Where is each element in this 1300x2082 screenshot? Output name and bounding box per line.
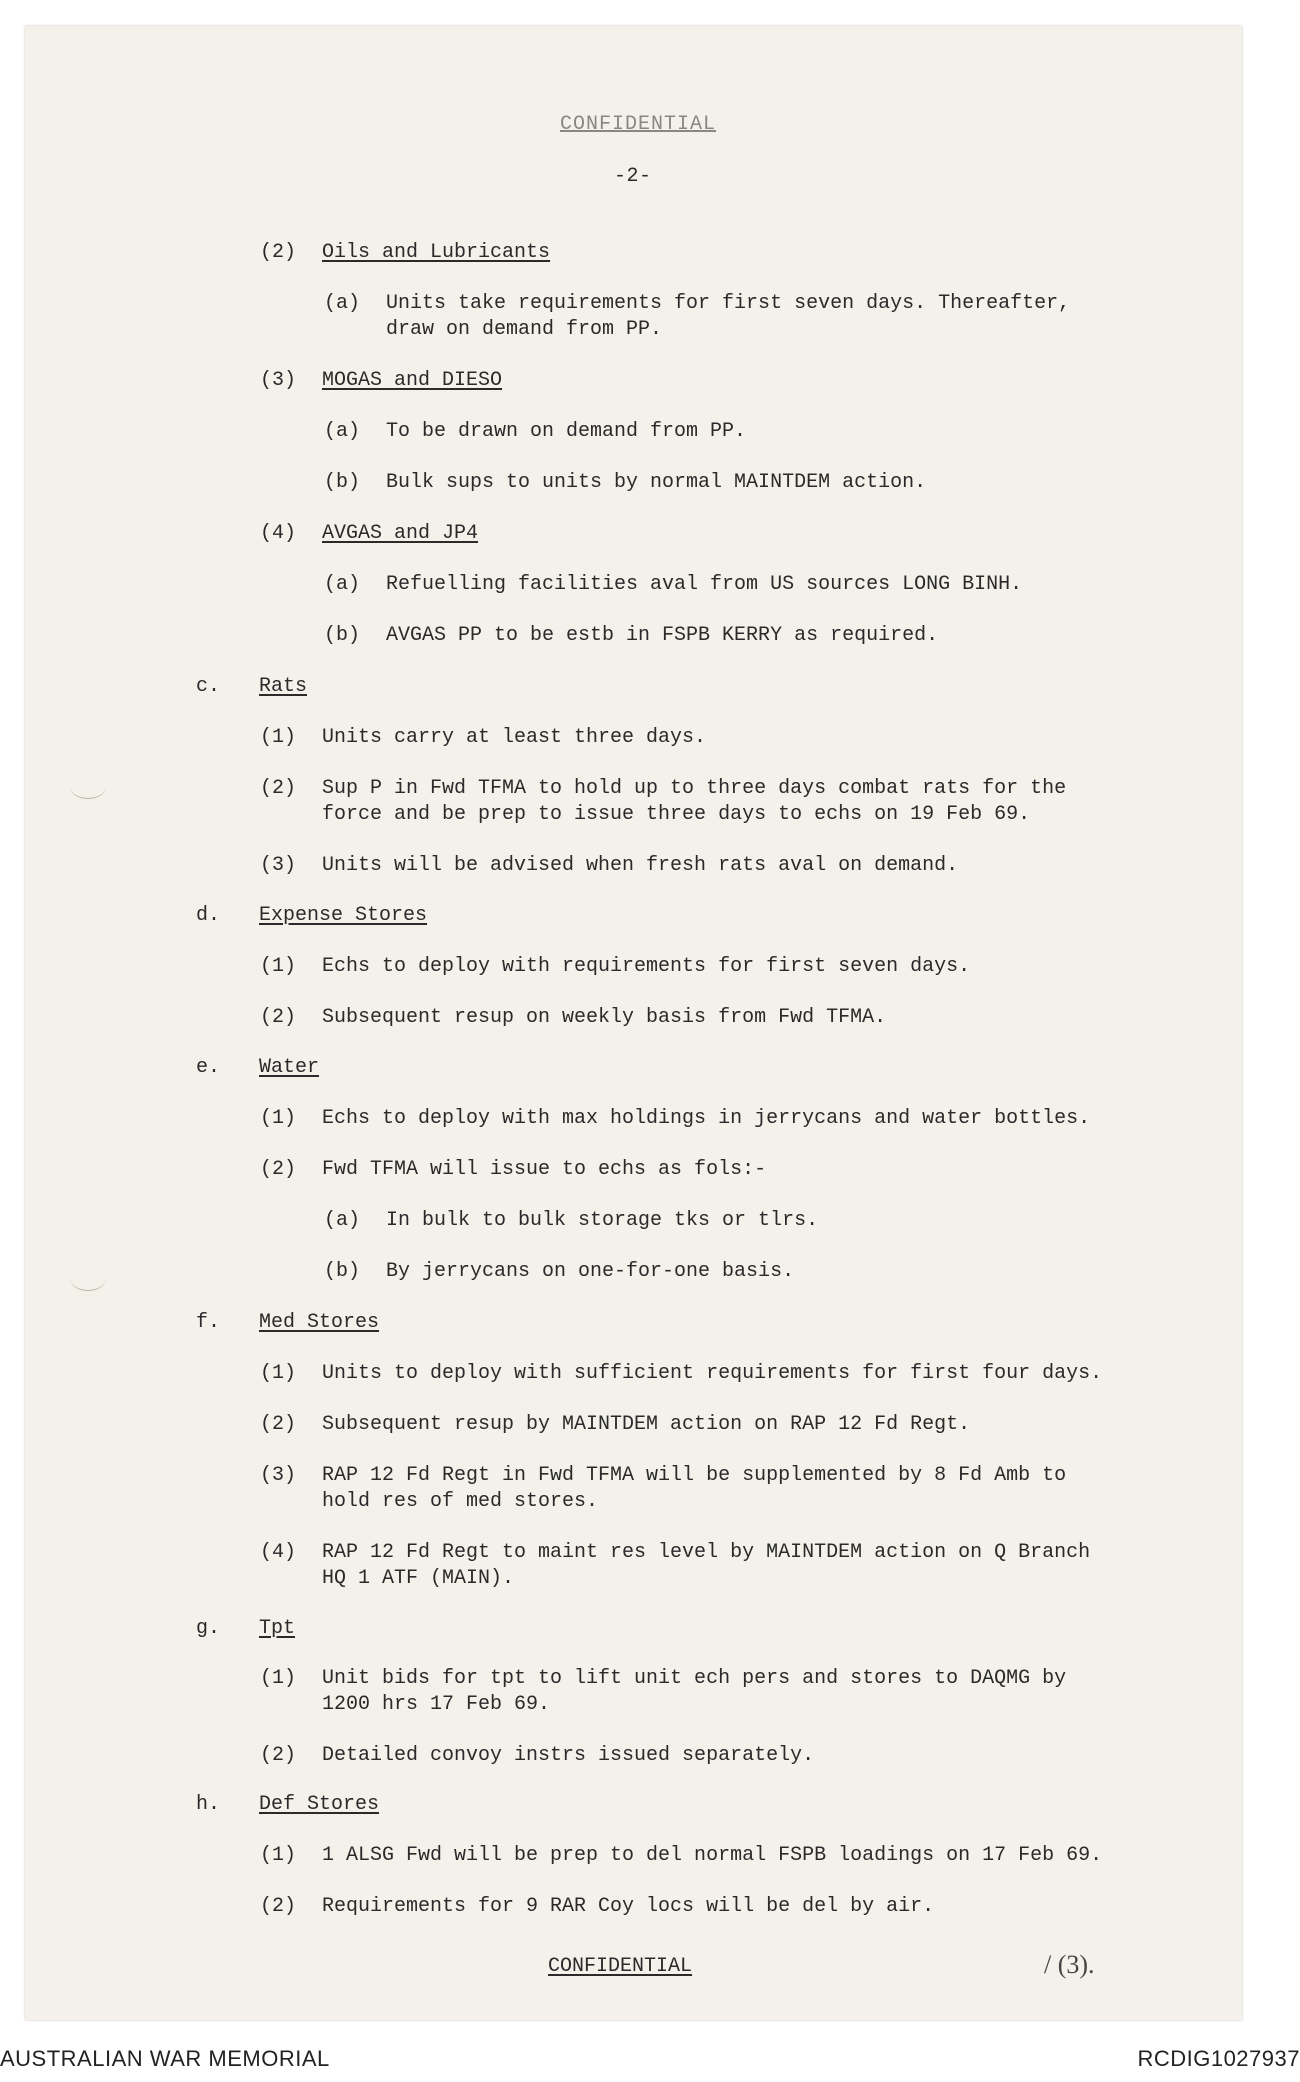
sub-text: In bulk to bulk storage tks or tlrs. [386, 1209, 819, 1232]
punch-hole-mark [70, 1266, 106, 1291]
item-number: (4) [260, 1541, 297, 1564]
page-number: -2- [614, 165, 652, 188]
item-text: Echs to deploy with requirements for first seven days. [322, 955, 971, 978]
item-title: MOGAS and DIESO [322, 369, 503, 392]
item-text: Units will be advised when fresh rats aval on demand. [322, 854, 959, 877]
sub-label: (a) [324, 573, 361, 596]
item-number: (1) [260, 1362, 297, 1385]
item-number: (1) [260, 1667, 297, 1690]
item-text: Sup P in Fwd TFMA to hold up to three days combat rats for the [322, 777, 1067, 800]
section-title: Def Stores [259, 1793, 380, 1816]
item-number: (2) [260, 1413, 297, 1436]
sub-label: (b) [324, 471, 361, 494]
sub-text: By jerrycans on one-for-one basis. [386, 1260, 795, 1283]
sub-text: Refuelling facilities aval from US sources LONG BINH. [386, 573, 1023, 596]
item-number: (1) [260, 726, 297, 749]
sub-label: (b) [324, 1260, 361, 1283]
item-number: (2) [260, 1744, 297, 1767]
section-letter: e. [196, 1056, 221, 1079]
item-number: (4) [260, 522, 297, 545]
item-text: HQ 1 ATF (MAIN). [322, 1567, 515, 1590]
section-letter: g. [196, 1617, 221, 1640]
section-title: Expense Stores [259, 904, 428, 927]
sub-label: (a) [324, 420, 361, 443]
footer-classification: CONFIDENTIAL [548, 1955, 693, 1978]
sub-label: (a) [324, 1209, 361, 1232]
archive-id: RCDIG1027937 [1137, 2046, 1300, 2071]
sub-label: (b) [324, 624, 361, 647]
item-text: RAP 12 Fd Regt in Fwd TFMA will be supplemented by 8 Fd Amb to [322, 1464, 1067, 1487]
sub-label: (a) [324, 292, 361, 315]
sub-text: To be drawn on demand from PP. [386, 420, 747, 443]
item-text: Unit bids for tpt to lift unit ech pers and stores to DAQMG by [322, 1667, 1067, 1690]
item-number: (2) [260, 1158, 297, 1181]
item-number: (3) [260, 369, 297, 392]
item-text: Subsequent resup on weekly basis from Fwd TFMA. [322, 1006, 887, 1029]
item-number: (2) [260, 241, 297, 264]
item-text: Units carry at least three days. [322, 726, 707, 749]
sub-text: Units take requirements for first seven days. Thereafter, [386, 292, 1071, 315]
item-text: RAP 12 Fd Regt to maint res level by MAINTDEM action on Q Branch [322, 1541, 1091, 1564]
item-text: 1 ALSG Fwd will be prep to del normal FSPB loadings on 17 Feb 69. [322, 1844, 1103, 1867]
sub-text: draw on demand from PP. [386, 318, 663, 341]
item-number: (3) [260, 1464, 297, 1487]
header-classification: CONFIDENTIAL [560, 113, 717, 136]
item-number: (1) [260, 955, 297, 978]
sub-text: AVGAS PP to be estb in FSPB KERRY as required. [386, 624, 939, 647]
item-text: Echs to deploy with max holdings in jerrycans and water bottles. [322, 1107, 1091, 1130]
item-title: Oils and Lubricants [322, 241, 551, 264]
item-text: Units to deploy with sufficient requirements for first four days. [322, 1362, 1103, 1385]
item-text: Subsequent resup by MAINTDEM action on RAP 12 Fd Regt. [322, 1413, 971, 1436]
item-number: (2) [260, 1006, 297, 1029]
section-letter: f. [196, 1311, 221, 1334]
item-number: (3) [260, 854, 297, 877]
item-text: hold res of med stores. [322, 1490, 599, 1513]
section-title: Water [259, 1056, 320, 1079]
section-letter: c. [196, 675, 221, 698]
sub-text: Bulk sups to units by normal MAINTDEM action. [386, 471, 927, 494]
item-text: 1200 hrs 17 Feb 69. [322, 1693, 551, 1716]
punch-hole-mark [70, 774, 106, 799]
item-number: (2) [260, 777, 297, 800]
section-letter: d. [196, 904, 221, 927]
section-title: Rats [259, 675, 308, 698]
section-letter: h. [196, 1793, 221, 1816]
item-number: (2) [260, 1895, 297, 1918]
section-title: Med Stores [259, 1311, 380, 1334]
item-number: (1) [260, 1107, 297, 1130]
item-title: AVGAS and JP4 [322, 522, 479, 545]
next-page-marker: / (3). [1044, 1950, 1095, 1979]
item-text: Requirements for 9 RAR Coy locs will be del by air. [322, 1895, 935, 1918]
archive-caption: AUSTRALIAN WAR MEMORIAL [0, 2046, 330, 2071]
item-text: force and be prep to issue three days to echs on 19 Feb 69. [322, 803, 1031, 826]
item-text: Detailed convoy instrs issued separately. [322, 1744, 815, 1767]
section-title: Tpt [259, 1617, 296, 1640]
item-text: Fwd TFMA will issue to echs as fols:- [322, 1158, 767, 1181]
item-number: (1) [260, 1844, 297, 1867]
